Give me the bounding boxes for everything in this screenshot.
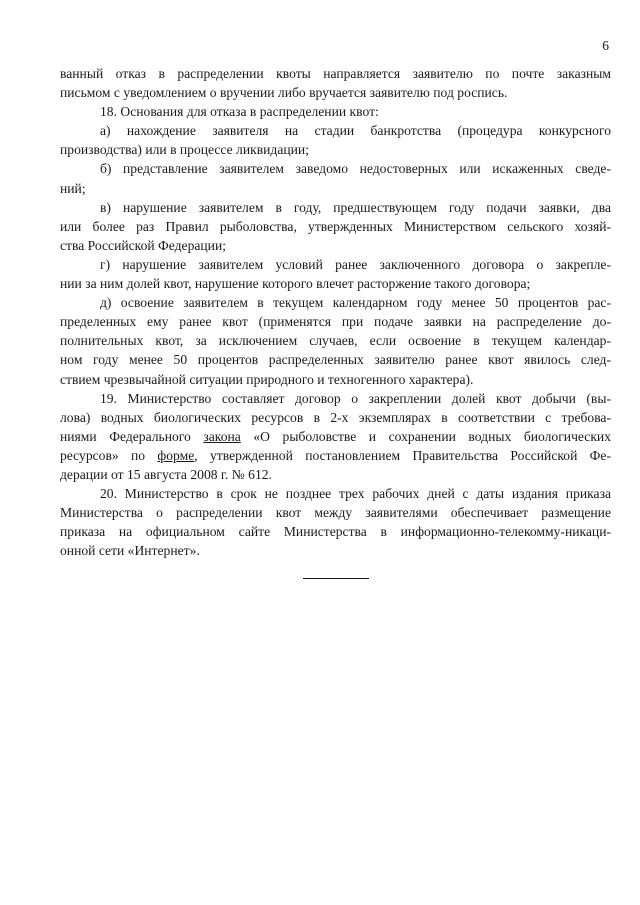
text-line: д) освоение заявителем в текущем календарном году менее 50 процентов рас- bbox=[100, 295, 611, 311]
paragraph-19-cont bbox=[60, 446, 611, 465]
text-line: ний; bbox=[60, 180, 86, 196]
text-line: полнительных квот, за исключением случаев, если освоение в текущем календар- bbox=[60, 333, 611, 349]
text-line: 19. Министерство составляет договор о закреплении долей квот добычи (вы- bbox=[100, 390, 611, 406]
paragraph-18v-end bbox=[60, 236, 611, 255]
paragraph-18d-end bbox=[60, 370, 611, 389]
paragraph-18g bbox=[60, 255, 611, 274]
text-fragment: ресурсов» по bbox=[60, 447, 158, 463]
document-body bbox=[60, 64, 611, 560]
paragraph-18b bbox=[60, 159, 611, 178]
paragraph-18a bbox=[60, 121, 611, 140]
text-line: пределенных ему ранее квот (применятся при подаче заявки на распределение до- bbox=[60, 314, 611, 330]
paragraph-18d-cont bbox=[60, 331, 611, 350]
text-fragment: «О рыболовстве и сохранении водных биологических bbox=[240, 428, 611, 444]
text-line: нии за ним долей квот, нарушение которого влечет расторжение такого договора; bbox=[60, 276, 531, 292]
paragraph-18d bbox=[60, 293, 611, 312]
page-number: 6 bbox=[602, 38, 609, 53]
paragraph-18v-cont bbox=[60, 217, 611, 236]
paragraph-refusal-notice-end bbox=[60, 83, 611, 102]
text-line: ном году менее 50 процентов распределенных заявителю ранее квот явилось след- bbox=[60, 352, 611, 368]
text-line: или более раз Правил рыболовства, утвержденных Министерством сельского хозяй- bbox=[60, 218, 611, 234]
form-link[interactable]: форме bbox=[157, 447, 195, 463]
text-line: письмом с уведомлением о вручении либо вручается заявителю под роспись. bbox=[60, 85, 508, 101]
paragraph-18a-cont bbox=[60, 140, 611, 159]
paragraph-18g-cont bbox=[60, 274, 611, 293]
paragraph-20 bbox=[60, 484, 611, 503]
text-line: а) нахождение заявителя на стадии банкротства (процедура конкурсного bbox=[100, 123, 611, 139]
paragraph-refusal-notice bbox=[60, 64, 611, 83]
end-separator-line bbox=[303, 578, 369, 579]
paragraph-18b-cont bbox=[60, 179, 611, 198]
text-line: ства Российской Федерации; bbox=[60, 237, 227, 253]
text-line: дерации от 15 августа 2008 г. № 612. bbox=[60, 466, 272, 482]
text-line: б) представление заявителем заведомо недостоверных или искаженных сведе- bbox=[100, 161, 611, 177]
law-link[interactable]: закона bbox=[203, 428, 241, 444]
text-line: производства) или в процессе ликвидации; bbox=[60, 142, 309, 158]
text-line: лова) водных биологических ресурсов в 2-х экземплярах в соответствии с требова- bbox=[60, 409, 611, 425]
text-line: онной сети «Интернет». bbox=[60, 543, 200, 559]
paragraph-19-cont bbox=[60, 427, 611, 446]
paragraph-18d-cont bbox=[60, 312, 611, 331]
text-line: г) нарушение заявителем условий ранее заключенного договора о закрепле- bbox=[100, 256, 611, 272]
paragraph-19-end bbox=[60, 465, 611, 484]
text-line: ванный отказ в распределении квоты направляется заявителю по почте заказным bbox=[60, 66, 611, 81]
paragraph-18v bbox=[60, 198, 611, 217]
text-line: ствием чрезвычайной ситуации природного и техногенного характера). bbox=[60, 371, 474, 387]
text-line: Министерства о распределении квот между заявителями обеспечивает размещение bbox=[60, 505, 611, 521]
paragraph-20-cont bbox=[60, 503, 611, 522]
text-line: 18. Основания для отказа в распределении квот: bbox=[100, 104, 379, 120]
paragraph-19-cont bbox=[60, 408, 611, 427]
paragraph-20-end bbox=[60, 541, 611, 560]
text-fragment: , утвержденной постановлением Правительства Российской Фе- bbox=[194, 447, 611, 463]
paragraph-18d-cont bbox=[60, 350, 611, 369]
text-fragment: ниями Федерального bbox=[60, 428, 204, 444]
paragraph-20-cont bbox=[60, 522, 611, 541]
paragraph-19 bbox=[60, 389, 611, 408]
paragraph-18-heading bbox=[60, 102, 611, 121]
text-line: в) нарушение заявителем в году, предшествующем году подачи заявки, два bbox=[100, 199, 611, 215]
text-line: приказа на официальном сайте Министерства в информационно-телекомму-никаци- bbox=[60, 524, 611, 540]
text-line: 20. Министерство в срок не позднее трех рабочих дней с даты издания приказа bbox=[100, 486, 611, 502]
